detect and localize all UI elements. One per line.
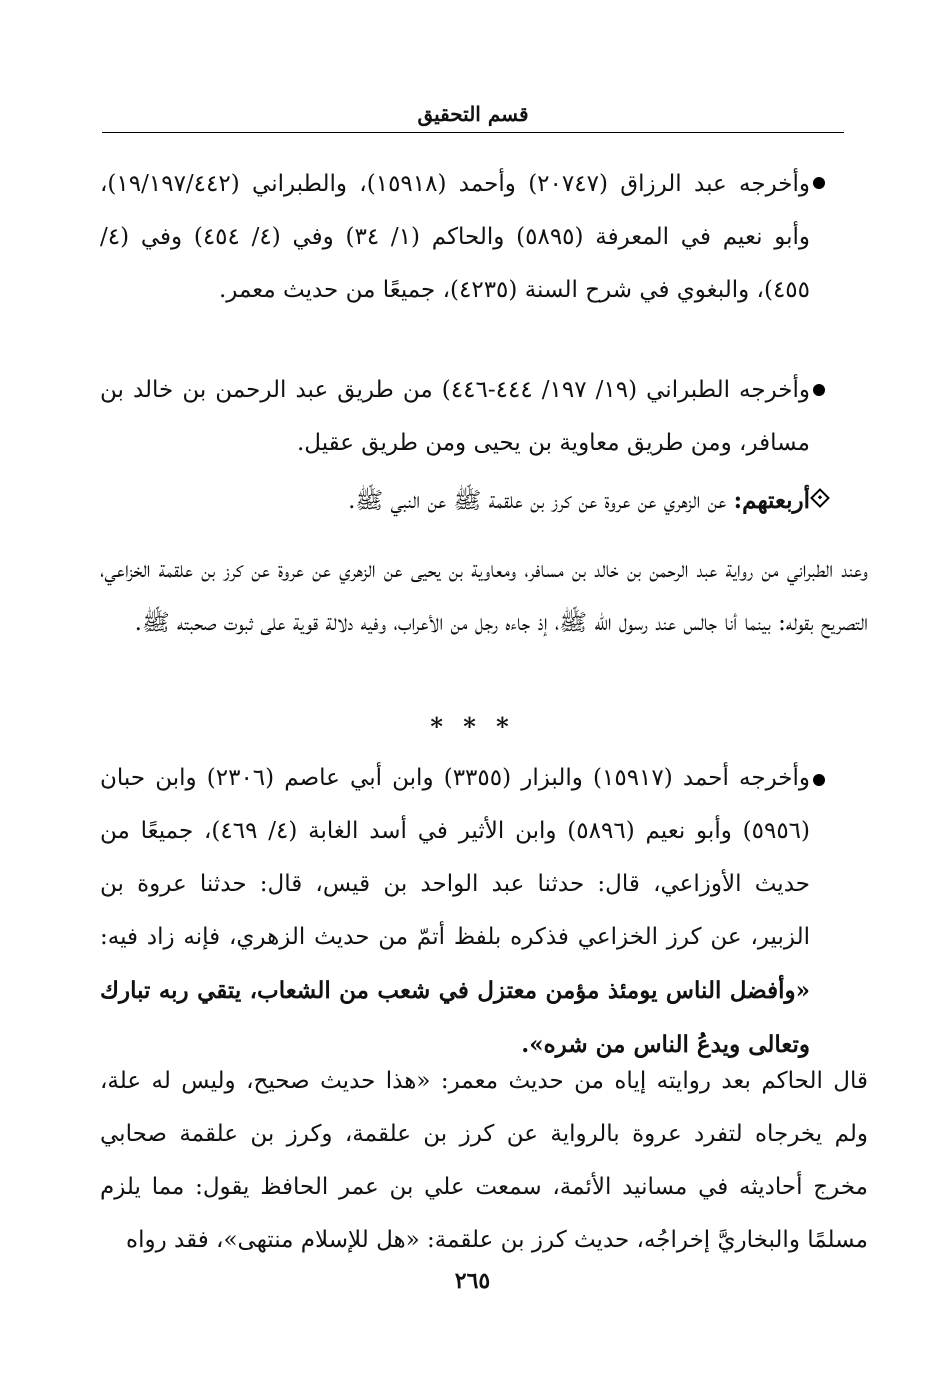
diamond-icon xyxy=(810,488,830,508)
chain-label: أربعتهم: xyxy=(733,487,810,514)
chain-text: عن الزهري عن عروة عن كرز بن علقمة ﷺ عن النبي ﷺ. xyxy=(348,488,727,514)
bullet-icon xyxy=(813,177,825,189)
hadith-quote: «وأفضل الناس يومئذ مؤمن معتزل في شعب من الشعاب، يتقي ربه تبارك وتعالى ويدعُ الناس من شره». xyxy=(100,977,810,1058)
list-item-takhrij-1: وأخرجه عبد الرزاق (٢٠٧٤٧) وأحمد (١٥٩١٨)، والطبراني (١٩/١٩٧/٤٤٢)، وأبو نعيم في المعرفة (٥٨٩٥) والحاكم (١/ ٣٤) وفي (٤/ ٤٥٤) وفي (٤/ ٤٥٥)، والبغوي في شرح السنة (٤٢٣٥)، جميعًا من حديث معمر. xyxy=(100,171,811,303)
page-number: ٢٦٥ xyxy=(454,1268,491,1294)
paragraph-hakim: قال الحاكم بعد روايته إياه من حديث معمر: «هذا حديث صحيح، وليس له علة، ولم يخرجاه لتفرد عروة بالرواية عن كرز بن علقمة، وكرز بن علقمة صحابي مخرج أحاديثه في مسانيد الأئمة، سمعت علي بن عمر الحافظ يقول: مما يلزم مسلمًا والبخاريَّ إخراجُه، حديث كرز بن علقمة: «هل للإسلام منتهى»، فقد رواه xyxy=(100,1068,868,1253)
list-item-takhrij-3 xyxy=(100,752,810,1072)
paragraph-tabarani: وعند الطبراني من رواية عبد الرحمن بن خالد بن مسافر، ومعاوية بن يحيى عن الزهري عن عروة عن كرز بن علقمة الخزاعي، التصريح بقوله: بينما أنا جالس عند رسول الله ﷺ، إذ جاءه رجل من الأعراب، وفيه دلالة قوية على ثبوت صحبته ﷺ. xyxy=(100,557,868,636)
running-head: قسم التحقيق xyxy=(417,102,529,126)
takhrij-text: وأخرجه أحمد (١٥٩١٧) والبزار (٣٣٥٥) وابن أبي عاصم (٢٣٠٦) وابن حبان (٥٩٥٦) وأبو نعيم (٥٨٩٦) وابن الأثير في أسد الغابة (٤/ ٤٦٩)، جميعًا من حديث الأوزاعي، قال: حدثنا عبد الواحد بن قيس، قال: حدثنا عروة بن الزبير، عن كرز الخزاعي فذكره بلفظ أتمّ من حديث الزهري، فإنه زاد فيه: xyxy=(100,765,811,950)
list-item-takhrij-2: وأخرجه الطبراني (١٩/ ١٩٧/ ٤٤٤-٤٤٦) من طريق عبد الرحمن بن خالد بن مسافر، ومن طريق معاوية بن يحيى ومن طريق عقيل. xyxy=(100,377,810,456)
list-item-chain-summary xyxy=(100,474,810,528)
bullet-icon xyxy=(813,384,825,396)
header-rule xyxy=(102,132,844,133)
section-separator: * * * xyxy=(430,712,515,741)
bullet-icon xyxy=(813,774,825,786)
